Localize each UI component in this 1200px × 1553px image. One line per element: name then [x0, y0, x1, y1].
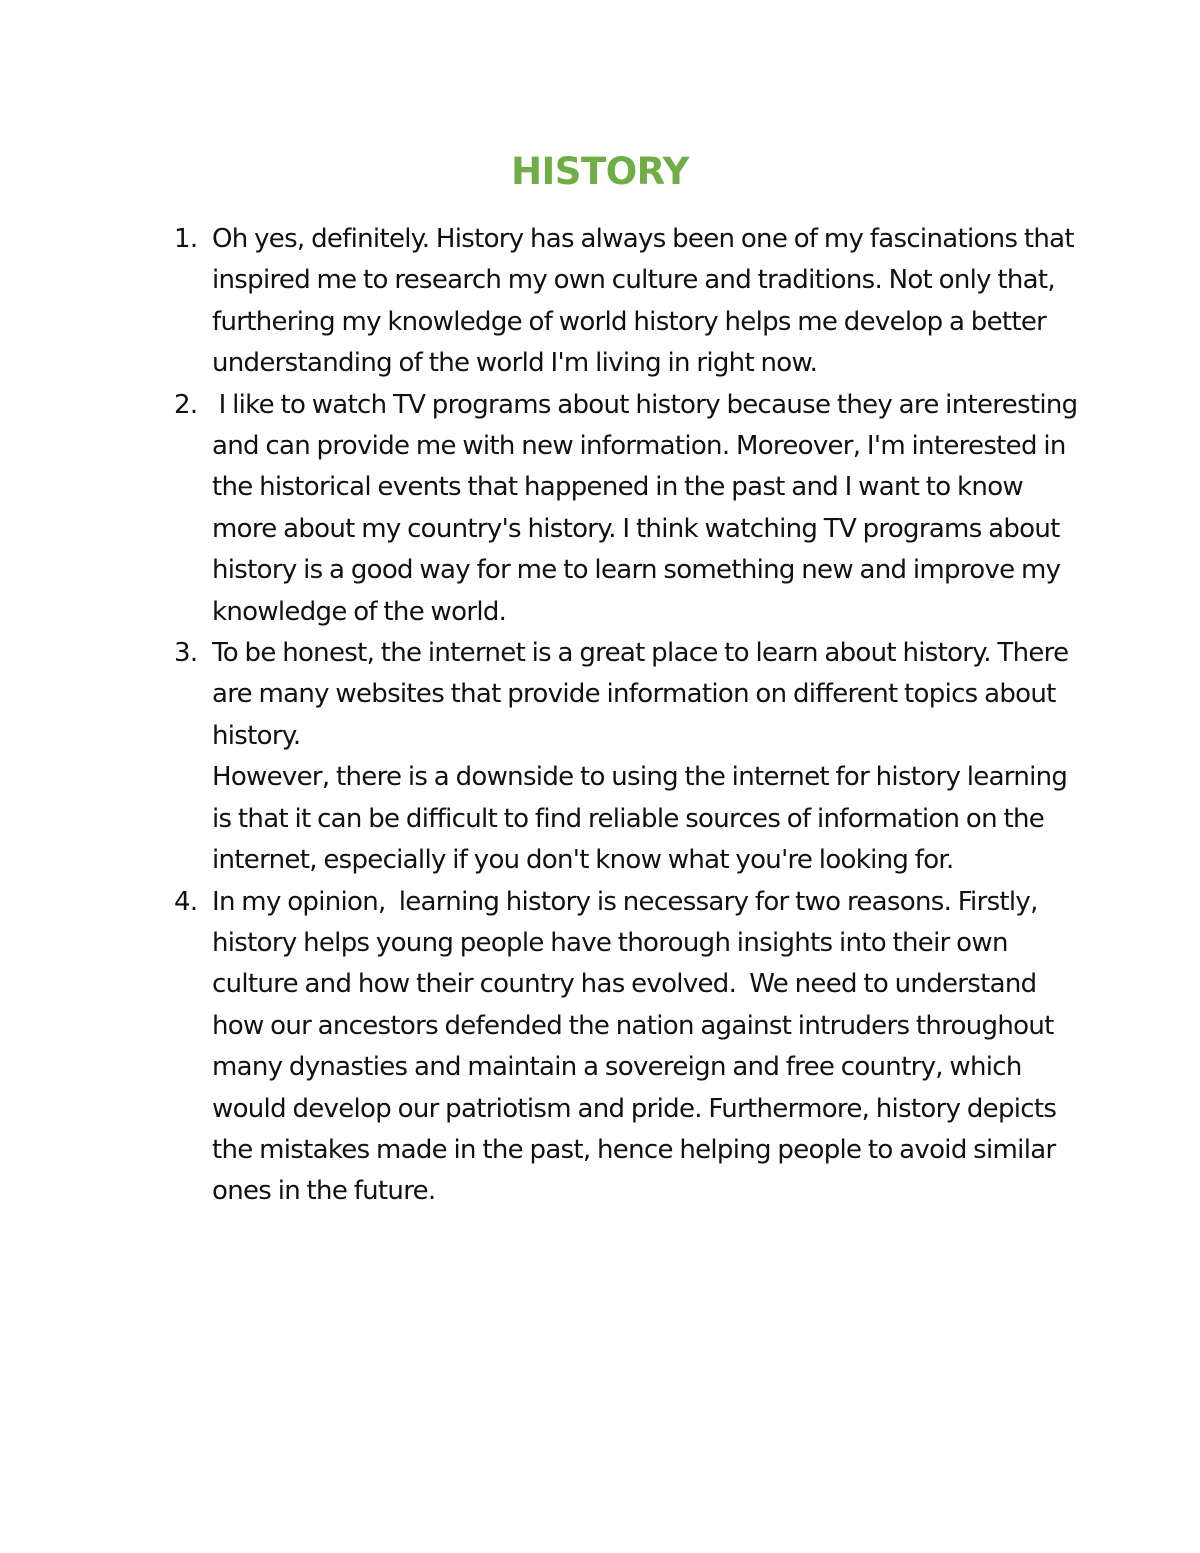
answer-paragraph: I like to watch TV programs about history because they are interesting and can provide me with new information. Moreover, I'm interested in the historical events that happened in the past and I want to know more about my country's history. I think watching TV programs about history is a good way for me to learn something new and improve my knowledge of the world.: [212, 389, 1085, 627]
list-item-number: 3.: [174, 638, 198, 669]
list-item-number: 2.: [174, 389, 198, 420]
list-item: [174, 633, 1092, 881]
list-item-number: 4.: [174, 886, 198, 917]
answer-list: [174, 219, 1092, 1213]
list-item-number: 1.: [174, 224, 198, 254]
answer-paragraph: To be honest, the internet is a great place to learn about history. There are many websites that provide information on different topics about history.: [212, 638, 1075, 751]
list-item: [174, 882, 1092, 1213]
answer-paragraph: In my opinion, learning history is necessary for two reasons. Firstly, history helps young people have thorough insights into their own culture and how their country has evolved. We need to understand how our ancestors defended the nation against intruders throughout many dynasties and maintain a sovereign and free country, which would develop our patriotism and pride. Furthermore, history depicts the mistakes made in the past, hence helping people to avoid similar ones in the future.: [212, 886, 1063, 1207]
list-item: [174, 219, 1092, 385]
page-title: HISTORY: [511, 150, 689, 193]
list-item: [174, 385, 1092, 633]
answer-paragraph: Oh yes, definitely. History has always been one of my fascinations that inspired me to research my own culture and traditions. Not only that, furthering my knowledge of world history helps me develop a better understanding of the world I'm living in right now.: [212, 224, 1081, 379]
answer-paragraph: However, there is a downside to using the internet for history learning is that it can be difficult to find reliable sources of information on the internet, especially if you don't know what you're looking for.: [212, 762, 1074, 876]
